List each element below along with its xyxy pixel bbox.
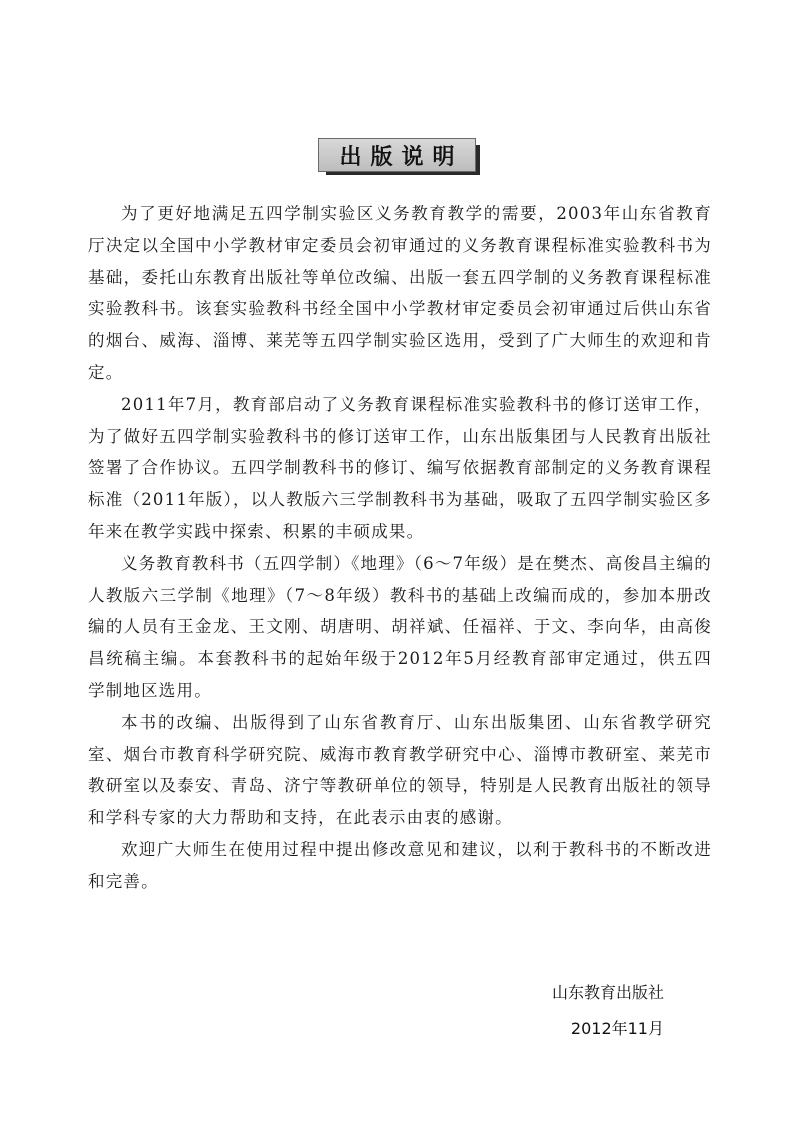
paragraph: 2011年7月，教育部启动了义务教育课程标准实验教科书的修订送审工作，为了做好五四学制实验教科书的修订送审工作，山东出版集团与人民教育出版社签署了合作协议。五四学制教科书的修订、编写依据教育部制定的义务教育课程标准（2011年版），以人教版六三学制教科书为基础，吸取了五四学制实验区多年来在教学实践中探索、积累的丰硕成果。 xyxy=(88,394,712,541)
paragraph: 为了更好地满足五四学制实验区义务教育教学的需要，2003年山东省教育厅决定以全国中小学教材审定委员会初审通过的义务教育课程标准实验教科书为基础，委托山东教育出版社等单位改编、出版一套五四学制的义务教育课程标准实验教科书。该套实验教科书经全国中小学教材审定委员会初审通过后供山东省的烟台、威海、淄博、莱芜等五四学制实验区选用，受到了广大师生的欢迎和肯定。 xyxy=(88,204,712,382)
page-title: 出版说明 xyxy=(339,144,464,170)
publisher-name: 山东教育出版社 xyxy=(551,983,664,1002)
paragraph: 义务教育教科书（五四学制）《地理》（6～7年级）是在樊杰、高俊昌主编的人教版六三学制《地理》（7～8年级）教科书的基础上改编而成的，参加本册改编的人员有王金龙、王文刚、胡唐明、胡祥斌、任福祥、于文、李向华，由高俊昌统稿主编。本套教科书的起始年级于2012年5月经教育部审定通过，供五四学制地区选用。 xyxy=(88,553,712,700)
document-body xyxy=(88,198,712,898)
publication-date: 2012年11月 xyxy=(570,1019,664,1038)
title-banner xyxy=(318,138,486,178)
paragraph: 本书的改编、出版得到了山东省教育厅、山东出版集团、山东省教学研究室、烟台市教育科学研究院、威海市教育教学研究中心、淄博市教研室、莱芜市教研室以及泰安、青岛、济宁等教研单位的领导，特别是人民教育出版社的领导和学科专家的大力帮助和支持，在此表示由衷的感谢。 xyxy=(88,712,712,828)
paragraph: 欢迎广大师生在使用过程中提出修改意见和建议，以利于教科书的不断改进和完善。 xyxy=(88,839,712,891)
title-banner-box xyxy=(318,138,476,172)
signature-block xyxy=(552,975,664,1047)
